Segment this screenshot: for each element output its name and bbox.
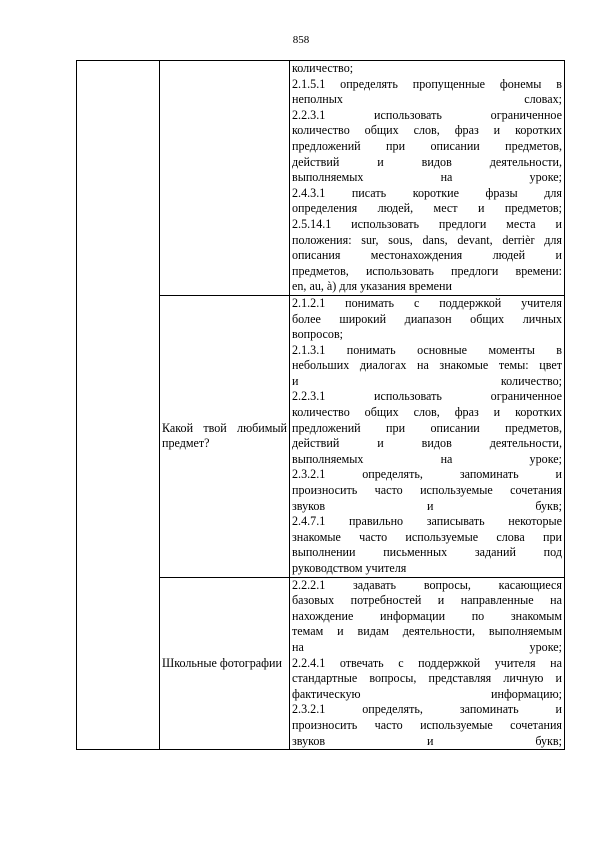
objective-line: небольших диалогах на знакомые темы: цвет <box>292 358 562 373</box>
objective-line: действий и видов деятельности, <box>292 154 562 169</box>
objective-line: произносить часто используемые сочетания <box>292 717 562 732</box>
objective-line: 2.4.3.1 писать короткие фразы для <box>292 185 562 200</box>
topic-cell <box>160 295 290 577</box>
objective-line: на уроке; <box>292 639 562 654</box>
objective-line: 2.5.14.1 использовать предлоги места и <box>292 216 562 231</box>
objectives-cell <box>290 577 565 750</box>
table-body <box>77 61 565 750</box>
objective-line: 2.4.7.1 правильно записывать некоторые <box>292 514 562 529</box>
objective-line: фактическую информацию; <box>292 686 562 701</box>
objective-line: предложений при описании предметов, <box>292 138 562 153</box>
objective-line: количество общих слов, фраз и коротких <box>292 405 562 420</box>
objective-line: и количество; <box>292 373 562 388</box>
table-row <box>77 61 565 296</box>
objective-line: 2.3.2.1 определять, запоминать и <box>292 702 562 717</box>
objective-line: выполнении письменных заданий под <box>292 545 562 560</box>
objectives-cell <box>290 295 565 577</box>
objective-line: руководством учителя <box>292 561 407 575</box>
topic-cell <box>160 61 290 296</box>
objective-line: действий и видов деятельности, <box>292 436 562 451</box>
objective-line: количество; <box>292 61 354 75</box>
objective-line: 2.1.5.1 определять пропущенные фонемы в <box>292 76 562 91</box>
objective-line: 2.2.3.1 использовать ограниченное <box>292 107 562 122</box>
objective-line: 2.1.2.1 понимать с поддержкой учителя <box>292 295 562 310</box>
objective-line: звуков и букв; <box>292 498 562 513</box>
objective-line: стандартные вопросы, представляя личную и <box>292 671 562 686</box>
section-cell <box>77 61 160 750</box>
objective-line: положения: sur, sous, dans, devant, derrièr для <box>292 232 562 247</box>
objective-line: знакомые часто используемые слова при <box>292 529 562 544</box>
objective-line: базовых потребностей и направленные на <box>292 593 562 608</box>
objective-line: выполняемых на уроке; <box>292 170 562 185</box>
objective-line: выполняемых на уроке; <box>292 451 562 466</box>
objective-line: вопросов; <box>292 327 344 342</box>
curriculum-table <box>76 60 565 750</box>
objective-line: 2.2.4.1 отвечать с поддержкой учителя на <box>292 655 562 670</box>
page-number: 858 <box>292 34 310 46</box>
objective-line: более широкий диапазон общих личных <box>292 311 562 326</box>
topic-label: Какой твой любимый предмет? <box>162 420 287 451</box>
objective-line: 2.1.3.1 понимать основные моменты в <box>292 342 562 357</box>
objective-line: 2.2.3.1 использовать ограниченное <box>292 389 562 404</box>
objective-line: описания местонахождения людей и <box>292 248 562 263</box>
topic-cell <box>160 577 290 750</box>
objective-line: определения людей, мест и предметов; <box>292 201 562 216</box>
objective-line: предметов, использовать предлоги времени: <box>292 263 562 278</box>
objective-line: нахождение информации по знакомым <box>292 608 562 623</box>
objective-line: темам и видам деятельности, выполняемым <box>292 624 562 639</box>
objectives-cell <box>290 61 565 296</box>
objective-line: количество общих слов, фраз и коротких <box>292 123 562 138</box>
topic-label: Школьные фотографии <box>162 655 282 670</box>
objective-line: 2.2.2.1 задавать вопросы, касающиеся <box>292 577 562 592</box>
objective-line: предложений при описании предметов, <box>292 420 562 435</box>
objective-line: 2.3.2.1 определять, запоминать и <box>292 467 562 482</box>
objective-line: неполных словах; <box>292 92 562 107</box>
objective-line: произносить часто используемые сочетания <box>292 483 562 498</box>
objective-line: звуков и букв; <box>292 733 562 748</box>
objective-line: en, au, à) для указания времени <box>292 279 452 294</box>
